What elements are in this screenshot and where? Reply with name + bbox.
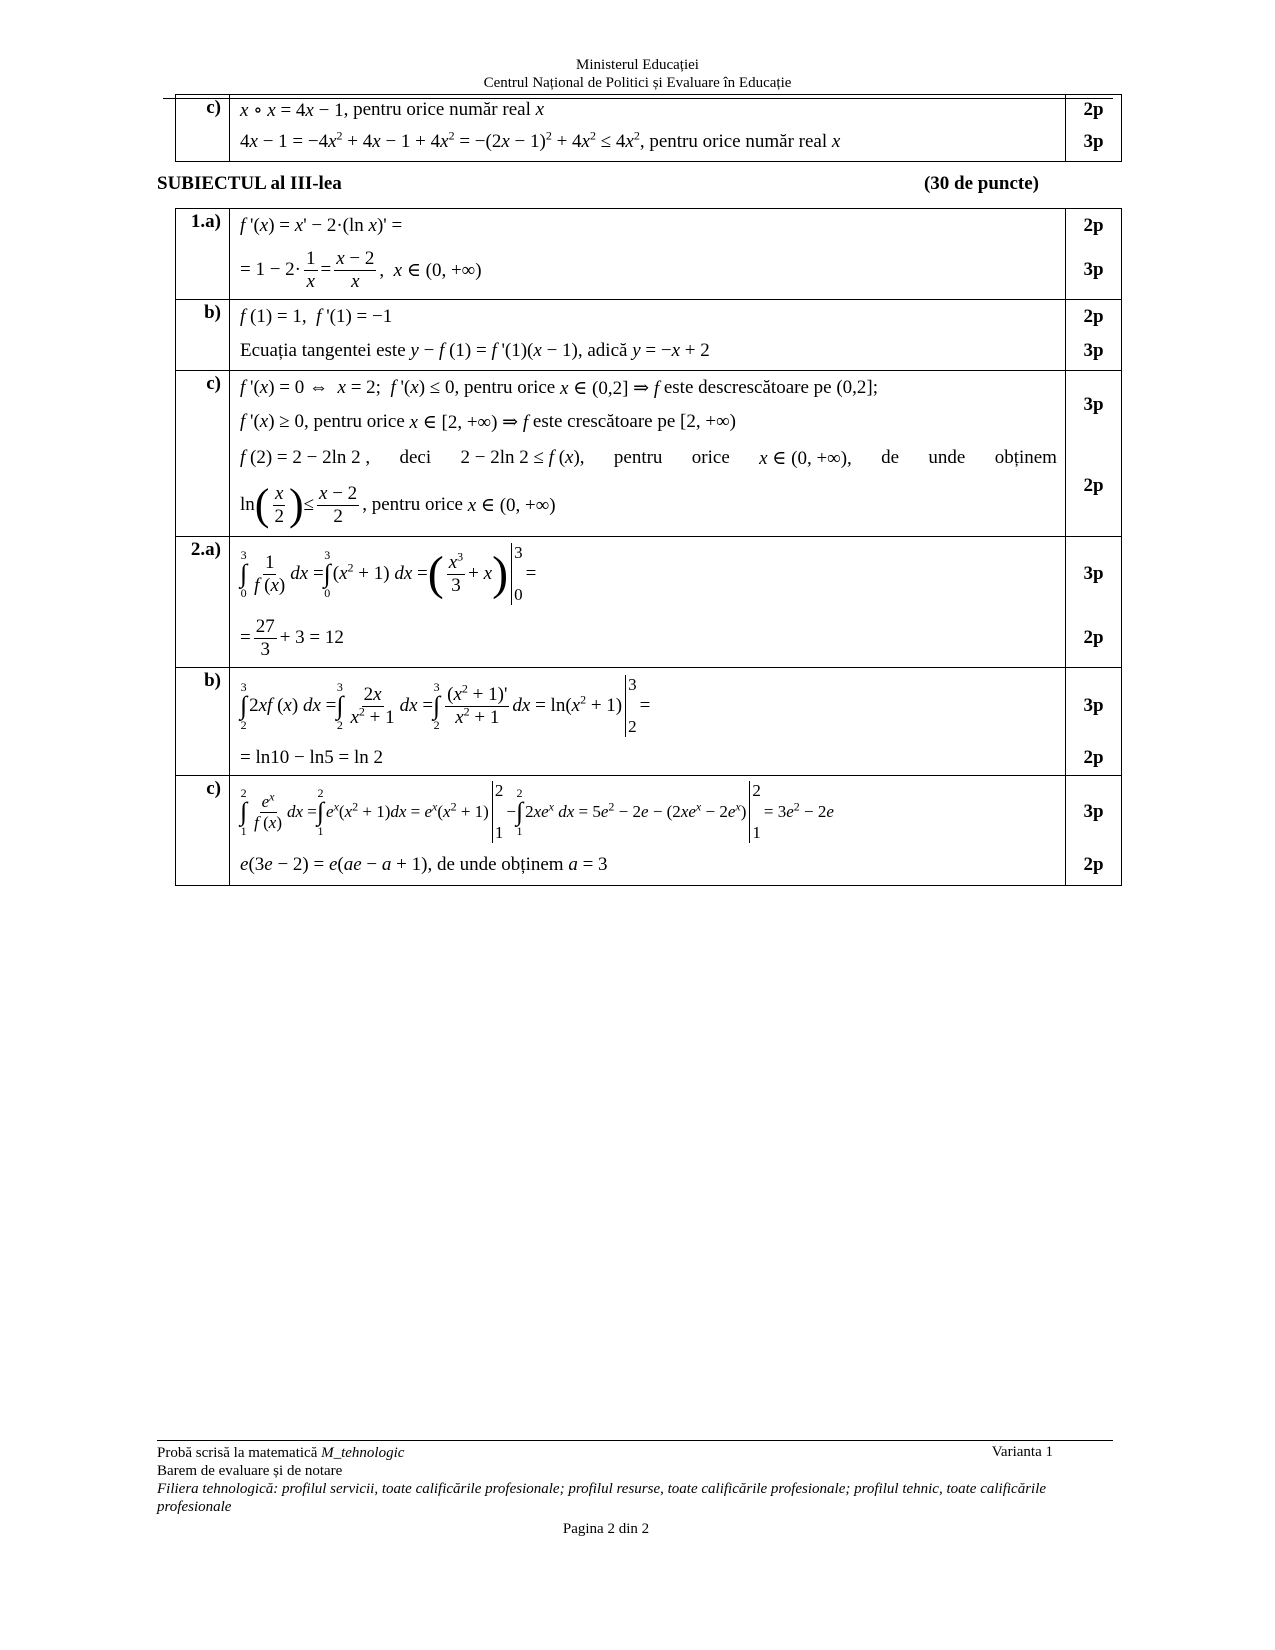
- formula: x ∈ (0, +∞),: [759, 447, 852, 469]
- formula: x ∈ (0,2] ⇒ f: [559, 377, 660, 399]
- formula: dx =: [287, 802, 317, 821]
- formula: ln: [240, 494, 255, 515]
- row-content: [230, 776, 1066, 886]
- section-title: SUBIECTUL al III-lea: [157, 173, 342, 194]
- part3-table: [175, 208, 1122, 886]
- formula: y − f (1) = f '(1)(x − 1): [410, 340, 578, 361]
- footer-subject: M_tehnologic: [321, 1445, 405, 1461]
- formula: [2, +∞): [680, 411, 736, 432]
- points-value: 2p: [1083, 215, 1104, 236]
- math-line: [240, 744, 1057, 772]
- points-value: 2p: [1083, 99, 1104, 120]
- formula: dx = $\ln(x^2 + 1)$: [512, 692, 623, 716]
- row-points: [1066, 300, 1122, 371]
- text: , pentru orice număr real: [639, 130, 828, 152]
- row-2c: [176, 776, 1122, 886]
- footer-exam-text: Probă scrisă la matematică: [157, 1445, 318, 1461]
- formula: =: [639, 695, 651, 716]
- formula: f (2) = 2 − 2ln 2 ,: [240, 447, 371, 468]
- math-line: $4x - 1 = -4x^2 + 4x - 1 + 4x^2 = -(2x - 1)^2 + 4x^2 \le 4x^2$ , pentru orice număr real x: [240, 128, 841, 152]
- formula: x ∘ x = 4x − 1: [240, 99, 344, 121]
- footer-line-2: Barem de evaluare și de notare: [157, 1463, 343, 1479]
- text: de: [881, 447, 900, 468]
- math-line: [240, 371, 1057, 405]
- text: deci: [399, 447, 432, 468]
- evaluation-bar: 3 2: [625, 675, 637, 737]
- row-content: [230, 209, 1066, 300]
- ministry-name: Ministerul Educației: [576, 57, 699, 73]
- fraction: $\frac{(x^2 + 1)'}{x^2 + 1}$: [447, 681, 508, 728]
- formula: $2xe^x$ dx = $5e^2 - 2e - (2xe^x - 2e^x)$: [525, 799, 747, 821]
- integral-sign: 3 ∫ 0: [323, 548, 331, 600]
- footer-line-1: [157, 1444, 1057, 1462]
- math-line: [240, 611, 1057, 665]
- math-line: [240, 439, 1057, 477]
- points-value: 2p: [1083, 747, 1104, 768]
- fraction: $\frac{x^3}{3}$: [448, 549, 464, 596]
- math-line: [240, 300, 1057, 334]
- formula: f '(x) = 0 ⇔ x = 2; f '(x) ≤ 0: [240, 377, 455, 398]
- formula: x ∈ [2, +∞) ⇒ f: [409, 411, 529, 433]
- points-value: 3p: [1083, 563, 1104, 584]
- formula: $4x - 1 = -4x^2 + 4x - 1 + 4x^2 = -(2x - 1)^2 + 4x^2 \le 4x^2$: [240, 128, 640, 152]
- row-label: c): [176, 95, 230, 162]
- formula: dx =: [290, 563, 324, 584]
- text: , pentru orice: [304, 411, 405, 432]
- row-points: [1066, 95, 1122, 162]
- text: , pentru orice: [362, 494, 463, 515]
- integral-sign: 3 ∫ 0: [240, 548, 248, 600]
- math-line: ln ( $\frac{x}{2}$ ) ≤ $\frac{x - 2}{2}$ , pentru orice x ∈ (0, +∞): [240, 480, 556, 529]
- row-points: [1066, 776, 1122, 886]
- math-line: [240, 848, 1057, 882]
- text: este descrescătoare pe: [663, 377, 832, 398]
- text: , de unde obținem: [427, 854, 564, 875]
- text: , adică: [577, 340, 628, 361]
- text: orice: [691, 447, 730, 468]
- document-footer: [157, 1444, 1057, 1516]
- formula: $(x^2 + 1)$ dx =: [332, 560, 428, 584]
- document-header: [0, 56, 1275, 92]
- row-label: c): [176, 776, 230, 886]
- math-line: [240, 209, 1057, 243]
- footer-line-3: Filiera tehnologică: profilul servicii, toate calificările profesionale; profilul resurse, toate calificările profesionale; profilul tehnic, toate calificările profesionale: [157, 1481, 1047, 1515]
- formula: x ∈ (0, +∞): [467, 494, 556, 516]
- row-part2-c: [176, 95, 1122, 162]
- formula: =: [240, 627, 251, 648]
- text: unde: [928, 447, 966, 468]
- formula: f '(x) = x' − 2·(ln x)' =: [240, 215, 403, 236]
- formula: −: [506, 802, 516, 821]
- math-line: [240, 243, 1057, 297]
- variant-label: Varianta 1: [991, 1444, 1053, 1460]
- math-line: x ∘ x = 4x − 1 , pentru orice număr real x: [240, 99, 545, 121]
- row-1b: [176, 300, 1122, 371]
- integral-sign: 2 ∫ 1: [515, 786, 524, 838]
- points-value: 3p: [1083, 394, 1104, 415]
- fraction: $\frac{1}{f (x)}$: [254, 551, 286, 596]
- points-value: 2p: [1083, 854, 1104, 875]
- row-content: [230, 668, 1066, 776]
- formula: (0,2];: [836, 377, 879, 398]
- integral-sign: 3 ∫ 2: [336, 680, 344, 732]
- math-line: [240, 405, 1057, 439]
- fraction: $\frac{27}{3}$: [255, 615, 275, 660]
- evaluation-bar: 2 1: [749, 781, 761, 843]
- part2-table: [175, 94, 1122, 162]
- formula: 2 − 2ln 2 ≤ f (x),: [460, 447, 585, 468]
- formula: f (1) = 1, f '(1) = −1: [240, 306, 393, 327]
- points-value: 3p: [1083, 695, 1104, 716]
- formula: a = 3: [568, 854, 608, 875]
- row-label: 2.a): [176, 537, 230, 668]
- points-value: 3p: [1083, 259, 1104, 280]
- formula: =: [525, 563, 537, 584]
- formula: 2xf (x) dx =: [249, 695, 337, 716]
- formula: =: [320, 259, 332, 280]
- fraction: $\frac{2x}{x^2 + 1}$: [350, 683, 395, 728]
- formula: = $3e^2 - 2e$: [763, 799, 834, 821]
- points-value: 2p: [1083, 475, 1104, 496]
- formula: ≤: [303, 494, 315, 515]
- row-content: [230, 537, 1066, 668]
- formula: , x ∈ (0, +∞): [379, 259, 482, 281]
- formula: + x: [468, 563, 493, 584]
- points-value: 3p: [1083, 801, 1104, 822]
- points-value: 3p: [1083, 130, 1104, 152]
- evaluation-bar: 3 0: [511, 543, 523, 605]
- formula: dx =: [399, 695, 434, 716]
- text: , pentru orice: [454, 377, 556, 398]
- formula: y = −x + 2: [632, 340, 710, 361]
- math-line: [240, 776, 1057, 848]
- text: , pentru orice număr real: [343, 99, 531, 120]
- formula: + 3 = 12: [279, 627, 344, 648]
- text: pentru: [613, 447, 663, 468]
- fraction: $\frac{x - 2}{x}$: [336, 247, 375, 292]
- row-label: c): [176, 371, 230, 537]
- row-content: [230, 300, 1066, 371]
- formula: = 1 − 2·: [240, 259, 302, 280]
- points-value: 2p: [1083, 306, 1104, 327]
- fraction: $\frac{x - 2}{2}$: [319, 482, 358, 527]
- row-content: [230, 371, 1066, 537]
- points-value: 2p: [1083, 627, 1104, 648]
- integral-sign: 3 ∫ 2: [433, 680, 441, 732]
- row-points: [1066, 668, 1122, 776]
- math-line: 3 ∫ 0 $\frac{1}{f (x)}$ dx = 3 ∫ 0 $(x^2 + 1)$ dx = ( $\frac{x^3}{3}$ + x ) 3 0 =: [240, 543, 537, 604]
- row-label: 1.a): [176, 209, 230, 300]
- section-points: (30 de puncte): [923, 173, 1039, 194]
- row-label: b): [176, 668, 230, 776]
- fraction: $\frac{e^x}{f (x)}$: [254, 789, 282, 832]
- row-1c: [176, 371, 1122, 537]
- row-content: [230, 95, 1066, 162]
- text: Ecuația tangentei este: [240, 340, 406, 361]
- row-points: [1066, 371, 1122, 537]
- formula: e(3e − 2) = e(ae − a + 1): [240, 854, 428, 875]
- text: este crescătoare pe: [532, 411, 676, 432]
- math-line: [240, 334, 1057, 368]
- fraction: $\frac{x}{2}$: [274, 482, 284, 527]
- row-2a: [176, 537, 1122, 668]
- footer-rule: [157, 1440, 1113, 1441]
- formula: f '(x) ≥ 0: [240, 411, 304, 432]
- fraction: $\frac{1}{x}$: [306, 247, 316, 292]
- integral-sign: 3 ∫ 2: [240, 680, 248, 732]
- row-1a: [176, 209, 1122, 300]
- center-name: Centrul Național de Politici și Evaluare în Educație: [483, 75, 792, 91]
- points-value: 3p: [1083, 340, 1104, 361]
- integral-sign: 2 ∫ 1: [240, 786, 248, 838]
- formula: = ln10 − ln5 = ln 2: [240, 747, 383, 768]
- evaluation-bar: 2 1: [492, 781, 504, 843]
- page-number: Pagina 2 din 2: [562, 1521, 650, 1537]
- integral-sign: 2 ∫ 1: [316, 786, 325, 838]
- text: obținem: [994, 447, 1057, 468]
- row-points: [1066, 537, 1122, 668]
- row-2b: [176, 668, 1122, 776]
- row-points: [1066, 209, 1122, 300]
- math-line: [240, 668, 1057, 744]
- row-label: b): [176, 300, 230, 371]
- formula: $e^x(x^2 + 1)dx = e^x(x^2 + 1)$: [326, 799, 489, 821]
